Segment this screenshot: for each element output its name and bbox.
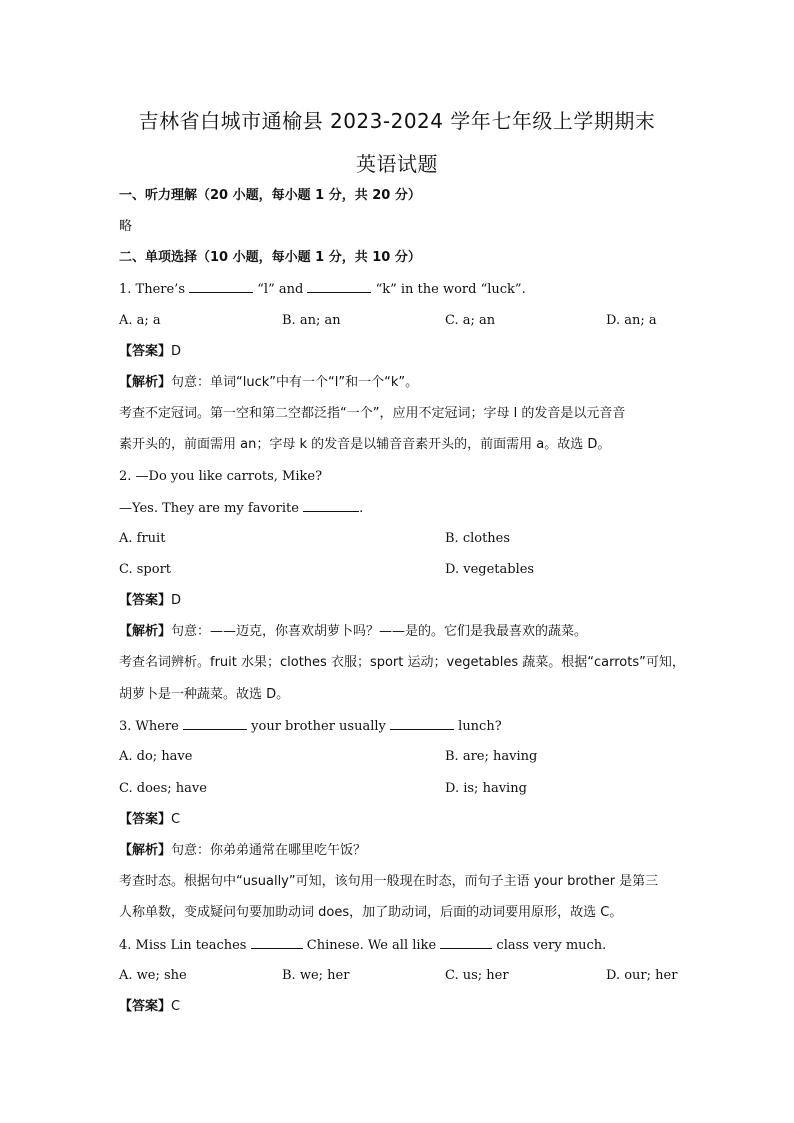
explanation-text: 素开头的，前面需用 an；字母 k 的发音是以辅音音素开头的，前面需用 a。故选 D。 bbox=[119, 437, 611, 452]
option-d: D. is; having bbox=[445, 781, 527, 796]
option-a: A. do; have bbox=[119, 749, 193, 764]
question-text: . bbox=[359, 501, 364, 516]
option-c: C. does; have bbox=[119, 781, 207, 796]
answer-tag: 【答案】 bbox=[119, 593, 172, 608]
explanation-text: 考查时态。根据句中“usually”可知，该句用一般现在时态，而句子主语 your brother 是第三 bbox=[119, 874, 659, 889]
question-text: “k” in the word “luck”. bbox=[375, 282, 526, 297]
question-text: 1. There’s bbox=[119, 282, 185, 297]
analysis-line bbox=[119, 623, 587, 641]
answer-tag: 【答案】 bbox=[119, 812, 172, 827]
answer-line bbox=[119, 998, 180, 1016]
section-1-note: 略 bbox=[119, 219, 133, 234]
answer-tag: 【答案】 bbox=[119, 999, 172, 1014]
answer-tag: 【答案】 bbox=[119, 344, 172, 359]
option-d: D. our; her bbox=[606, 968, 678, 983]
option-c: C. sport bbox=[119, 562, 172, 577]
analysis-line bbox=[119, 842, 366, 860]
explanation-text: 考查不定冠词。第一空和第二空都泛指“一个”，应用不定冠词；字母 l 的发音是以元音音 bbox=[119, 406, 626, 421]
option-c: C. a; an bbox=[445, 313, 496, 328]
section-2-heading: 二、单项选择（10 小题，每小题 1 分，共 10 分） bbox=[119, 250, 421, 265]
answer-value: C bbox=[171, 812, 181, 827]
answer-value: D bbox=[171, 344, 182, 359]
document-title: 吉林省白城市通榆县 2023-2024 学年七年级上学期期末 bbox=[138, 109, 656, 133]
option-b: B. an; an bbox=[282, 313, 341, 328]
option-a: A. a; a bbox=[119, 313, 161, 328]
document-subtitle: 英语试题 bbox=[356, 152, 438, 176]
option-b: B. we; her bbox=[282, 968, 350, 983]
explanation-text: 人称单数，变成疑问句要加助动词 does，加了助动词，后面的动词要用原形，故选 C。 bbox=[119, 905, 623, 920]
answer-blank bbox=[390, 717, 454, 730]
question-text: “l” and bbox=[257, 282, 304, 297]
analysis-text: 句意：单词“luck”中有一个“l”和一个“k”。 bbox=[171, 375, 419, 390]
question-3-stem bbox=[119, 717, 502, 736]
analysis-tag: 【解析】 bbox=[119, 375, 172, 390]
question-2-stem: 2. —Do you like carrots, Mike? bbox=[119, 469, 323, 484]
option-a: A. fruit bbox=[119, 531, 166, 546]
question-text: Chinese. We all like bbox=[306, 938, 437, 953]
answer-blank bbox=[251, 936, 303, 949]
option-d: D. an; a bbox=[606, 313, 657, 328]
option-c: C. us; her bbox=[445, 968, 509, 983]
answer-line bbox=[119, 592, 181, 610]
analysis-line bbox=[119, 374, 418, 392]
question-text: class very much. bbox=[496, 938, 607, 953]
option-b: B. clothes bbox=[445, 531, 511, 546]
answer-value: D bbox=[171, 593, 182, 608]
analysis-tag: 【解析】 bbox=[119, 624, 172, 639]
answer-blank bbox=[303, 499, 359, 512]
question-text: 4. Miss Lin teaches bbox=[119, 938, 247, 953]
question-text: —Yes. They are my favorite bbox=[119, 501, 299, 516]
question-text: your brother usually bbox=[251, 719, 386, 734]
answer-blank bbox=[189, 280, 253, 293]
question-1-stem bbox=[119, 280, 526, 299]
answer-line bbox=[119, 811, 180, 829]
answer-blank bbox=[183, 717, 247, 730]
answer-value: C bbox=[171, 999, 181, 1014]
question-4-stem bbox=[119, 936, 606, 955]
answer-blank bbox=[307, 280, 371, 293]
analysis-text: 句意：——迈克，你喜欢胡萝卜吗？——是的。它们是我最喜欢的蔬菜。 bbox=[171, 624, 588, 639]
explanation-text: 胡萝卜是一种蔬菜。故选 D。 bbox=[119, 687, 290, 702]
explanation-text: 考查名词辨析。fruit 水果；clothes 衣服；sport 运动；vegetables 蔬菜。根据“carrots”可知， bbox=[119, 655, 685, 670]
question-text: lunch? bbox=[458, 719, 502, 734]
answer-blank bbox=[440, 936, 492, 949]
analysis-text: 句意：你弟弟通常在哪里吃午饭？ bbox=[171, 843, 367, 858]
answer-line bbox=[119, 343, 181, 361]
option-b: B. are; having bbox=[445, 749, 538, 764]
question-2-reply bbox=[119, 499, 363, 518]
option-a: A. we; she bbox=[119, 968, 187, 983]
question-text: 3. Where bbox=[119, 719, 179, 734]
option-d: D. vegetables bbox=[445, 562, 535, 577]
analysis-tag: 【解析】 bbox=[119, 843, 172, 858]
section-1-heading: 一、听力理解（20 小题，每小题 1 分，共 20 分） bbox=[119, 188, 421, 203]
